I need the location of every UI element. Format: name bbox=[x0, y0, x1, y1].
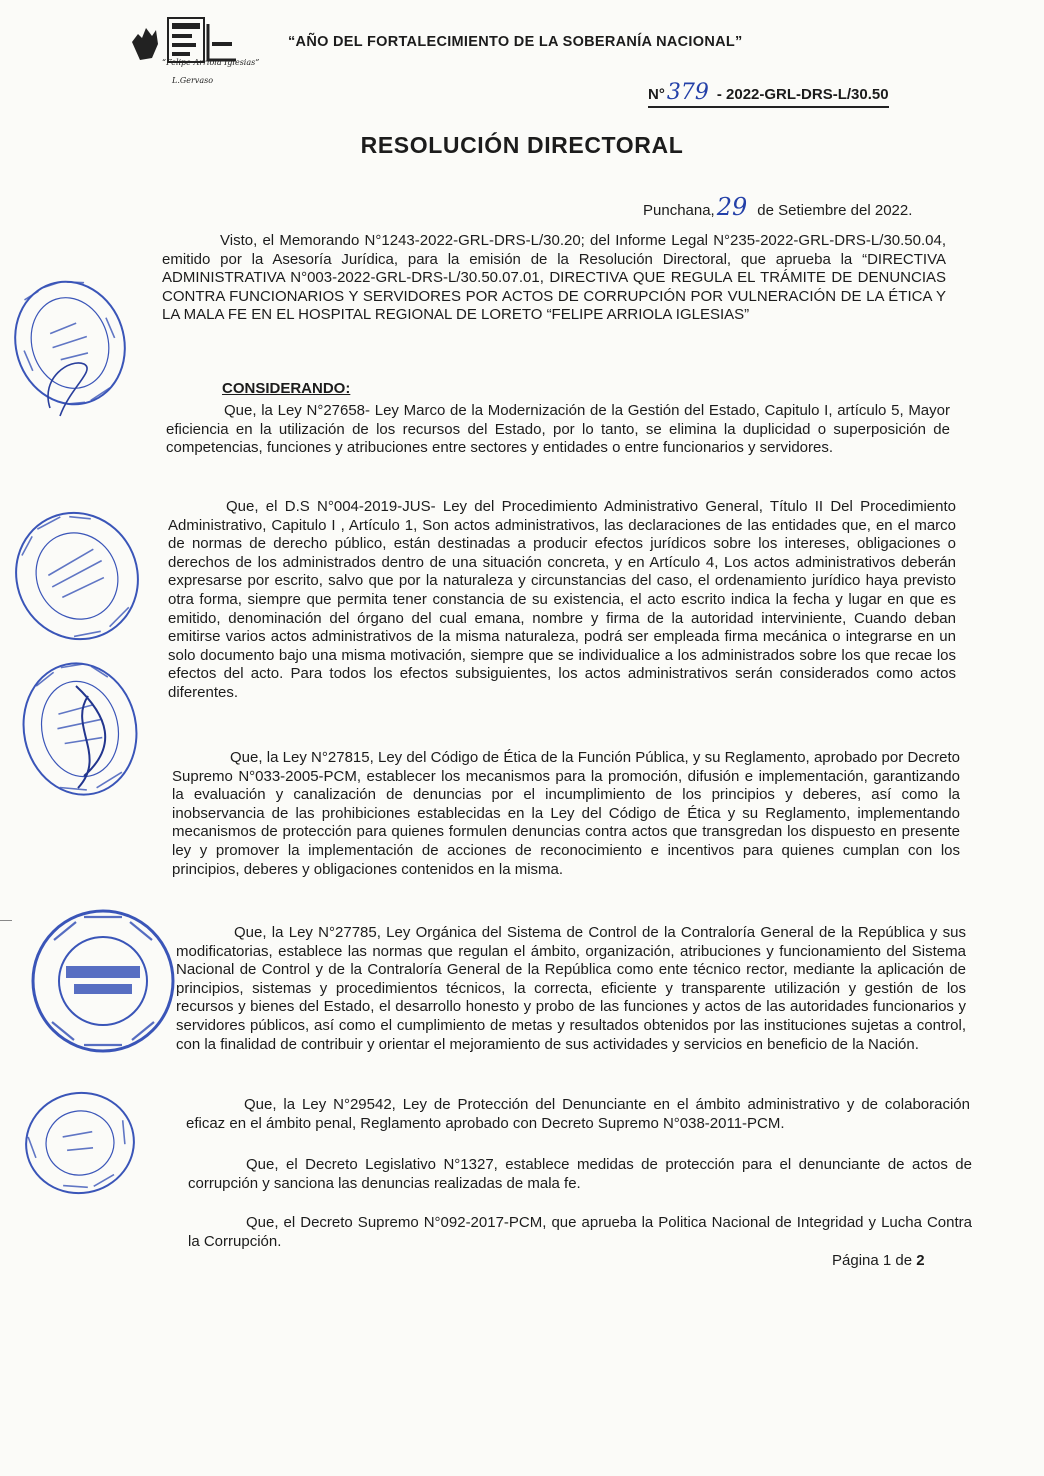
official-seal-icon bbox=[28, 906, 178, 1056]
document-motto: “AÑO DEL FORTALECIMIENTO DE LA SOBERANÍA NACIONAL” bbox=[288, 34, 743, 50]
visto-paragraph: Visto, el Memorando N°1243-2022-GRL-DRS-L/30.20; del Informe Legal N°235-2022-GRL-DRS-L/30.50.04, emitido por la Asesoría Jurídica, para la emisión de la Resolución Directoral, que aprueba la “DIRECTIVA ADMINISTRATIVA N°003-2022-GRL-DRS-L/30.50.07.01, DIRECTIVA QUE REGULA EL TRÁMITE DE DENUNCIAS CONTRA FUNCIONARIOS Y SERVIDORES POR ACTOS DE CORRUPCIÓN POR VULNERACIÓN DE LA ÉTICA Y LA MALA FE EN EL HOSPITAL REGIONAL DE LORETO “FELIPE ARRIOLA IGLESIAS” bbox=[162, 232, 946, 324]
document-title: RESOLUCIÓN DIRECTORAL bbox=[360, 132, 684, 158]
hospital-logo bbox=[128, 14, 260, 94]
official-seal-icon bbox=[18, 656, 142, 802]
stamp-planeamiento bbox=[12, 506, 142, 646]
resolution-prefix: N° bbox=[648, 86, 665, 103]
logo-caption: “Felipe Arriola Iglesias” bbox=[162, 58, 260, 67]
page-number bbox=[832, 1252, 925, 1269]
date-rest: de Setiembre del 2022. bbox=[757, 202, 913, 219]
document-date bbox=[643, 193, 912, 221]
paragraph-ley-27815: Que, la Ley N°27815, Ley del Código de Ética de la Función Pública, y su Reglamento, aprobado por Decreto Supremo N°033-2005-PCM, establecer los mecanismos para la promoción, difusión e implementación, garantizando la evaluación y canalización de denuncias por el incumplimiento de los principios y deberes, así como la inobservancia de las prohibiciones establecidas en la Ley del Código de Ética y su Reglamento, implementando mecanismos de protección para quienes formulen denuncias contra actos que transgredan los dispuesto en presente ley y promover la implementación de acciones de reconocimiento e incentivos para quienes cumplan con los principios, deberes y obligaciones contenidos en la misma. bbox=[172, 749, 960, 878]
page-number-total: 2 bbox=[916, 1252, 925, 1269]
page-number-prefix: Página 1 de bbox=[832, 1252, 913, 1269]
paragraph-ley-27658: Que, la Ley N°27658- Ley Marco de la Modernización de la Gestión del Estado, Capitulo I, artículo 5, Mayor eficiencia en la utilización de los recursos del Estado, por lo tanto, se elimina la duplicidad o superposición de competencias, funciones y atribuciones entre sectores y entidades o entre funcionarios y servidores. bbox=[166, 402, 950, 457]
paragraph-ds-004-2019: Que, el D.S N°004-2019-JUS- Ley del Procedimiento Administrativo General, Título II Del Procedimiento Administrativo, Capitulo I , Artículo 1, Son actos administrativos, las declaraciones de las entidades que, en el marco de normas de derecho público, están destinadas a producir efectos jurídicos sobre los intereses, obligaciones o derechos de los administrados dentro de una situación concreta, y en Artículo 4, Los actos administrativos deberán expresarse por escrito, salvo que por la naturaleza y circunstancias del caso, el ordenamiento jurídico haya previsto otra forma, siempre que permita tener constancia de su existencia, el acto escrito indica la fecha y lugar en que es emitido, denominación del órgano del cual emana, nombre y firma de la autoridad interviniente, Cuando deban emitirse varios actos administrativos de la misma naturaleza, podrá ser empleada firma mecánica o integrarse en un solo documento bajo una misma motivación, siempre que se individualice a los administrados sobre los que recae los efectos del acto. Para todos los efectos subsiguientes, los actos administrativos serán considerados como actos diferentes. bbox=[168, 498, 956, 701]
stamp-punchana bbox=[20, 1088, 140, 1198]
paragraph-dl-1327: Que, el Decreto Legislativo N°1327, establece medidas de protección para el denunciante de actos de corrupción y sanciona las denuncias realizadas de mala fe. bbox=[188, 1156, 972, 1192]
paragraph-ley-27785: Que, la Ley N°27785, Ley Orgánica del Sistema de Control de la Contraloría General de la República y sus modificatorias, establece las normas que regulan el ámbito, organización, atribuciones y funcionamiento del Sistema Nacional de Control y de la Contraloría General de la República como ente técnico rector, mediante la aplicación de principios, sistemas y procedimientos técnicos, la correcta, eficiente y transparente utilización y gestión de los recursos y bienes del Estado, el desarrollo honesto y probo de las funciones y actos de las autoridades funcionarios y servidores públicos, así como el cumplimiento de metas y resultados obtenidos por las instituciones sujetas a control, con la finalidad de contribuir y orientar el mejoramiento de sus actividades y servicios en beneficio de la Nación. bbox=[176, 924, 966, 1053]
official-seal-icon bbox=[10, 268, 130, 418]
paragraph-ds-092-2017: Que, el Decreto Supremo N°092-2017-PCM, que aprueba la Politica Nacional de Integridad y Lucha Contra la Corrupción. bbox=[188, 1214, 972, 1250]
resolution-suffix: - 2022-GRL-DRS-L/30.50 bbox=[716, 86, 889, 103]
paragraph-ley-29542: Que, la Ley N°29542, Ley de Protección del Denunciante en el ámbito administrativo y de colaboración eficaz en el ámbito penal, Reglamento aprobado con Decreto Supremo N°038-2011-PCM. bbox=[186, 1096, 970, 1132]
resolution-number bbox=[648, 80, 889, 108]
official-seal-icon bbox=[20, 1088, 140, 1198]
date-handwritten-day: 29 bbox=[716, 193, 748, 221]
stamp-director-general bbox=[10, 268, 130, 418]
logo-small-text: L.Gervaso bbox=[172, 76, 214, 85]
stamp-administracion bbox=[18, 656, 142, 802]
considerando-heading: CONSIDERANDO: bbox=[222, 380, 351, 397]
stamp-asesoria-juridica bbox=[28, 906, 178, 1056]
date-place: Punchana, bbox=[643, 202, 715, 219]
official-seal-icon bbox=[12, 506, 142, 646]
margin-tick bbox=[0, 920, 12, 921]
resolution-handwritten-number: 379 bbox=[666, 80, 709, 105]
